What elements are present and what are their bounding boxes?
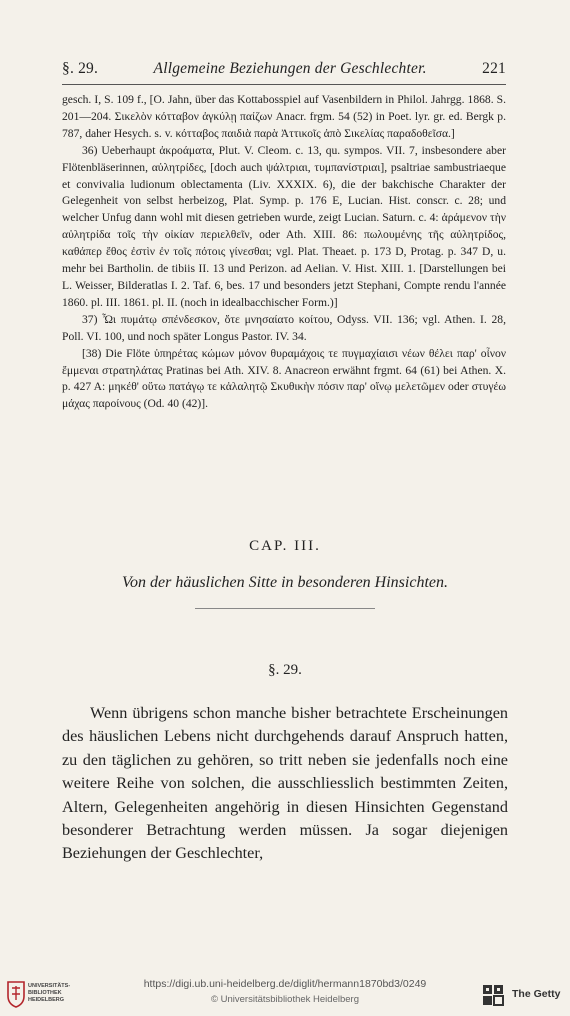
chapter-subtitle: Von der häuslichen Sitte in besonderen Hinsichten. — [121, 574, 448, 591]
header-section: §. 29. — [62, 60, 99, 77]
note-38: [38) Die Flöte ὑπηρέτας κώμων μόνον θυραμάχοις τε πυγμαχίαισι νέων θέλει παρ' οἶνον ἔμμεναι στρατηλάτας Pratinas bei Ath. XIV. 8. Anacreon erwähnt frgmt. 64 (61) bei Athen. X. p. 427 A: μηκέθ' οὕτω πατάγῳ τε κἀλαλητῷ Σκυθικὴν πόσιν παρ' οἴνῳ μελετῶμεν oder στυγέω μάχας παροίνους (Od. 40 (42)]. — [62, 346, 506, 411]
header-title: Allgemeine Beziehungen der Geschlechter. — [153, 60, 427, 77]
body-text — [62, 702, 508, 866]
chapter-heading: CAP. III. — [249, 538, 321, 554]
library-logo-text: UNIVERSITÄTS- BIBLIOTHEK HEIDELBERG — [28, 983, 71, 1003]
chapter-rule — [195, 608, 375, 609]
note-37: 37) Ὦι πυμάτῳ σπένδεσκον, ὅτε μνησαίατο κοίτου, Odyss. VII. 136; vgl. Athen. I. 28, Poll. VI. 100, und noch später Longus Pastor. IV. 34. — [62, 312, 506, 343]
source-url-link[interactable]: https://digi.ub.uni-heidelberg.de/diglit/hermann1870bd3/0249 — [143, 978, 427, 990]
body-paragraph: Wenn übrigens schon manche bisher betrachtete Erscheinungen des häuslichen Lebens nicht durchgehends darauf Anspruch hatten, zu den täglichen zu gehören, so tritt neben sie jedenfalls noch eine weitere Reihe von solchen, die ausschliesslich bestimmten Zeiten, Altern, Gelegenheiten angehörig in diesen Hinsichten Gegenstand besonderer Betrachtung werden müssen. Ja sogar diejenigen Beziehungen der Geschlechter, — [62, 704, 508, 863]
footnotes — [62, 92, 506, 413]
note-continuation: gesch. I, S. 109 f., [O. Jahn, über das Kottabosspiel auf Vasenbildern in Philol. Jahrgg. 1868. S. 201—204. Σικελὸν κότταβον ἀγκύλῃ παίζων Anacr. frgm. 54 (52) in Poet. lyr. gr. ed. Bergk p. 787, daher Hesych. s. v. κότταβος παιδιὰ παρὰ Ἀττικοῖς ἀπὸ Σικελίας παραδοθεῖσα.] — [62, 93, 506, 140]
footer — [0, 962, 570, 1016]
note-36: 36) Ueberhaupt ἀκροάματα, Plut. V. Cleom. c. 13, qu. sympos. VII. 7, insbesondere aber Flötenbläserinnen, αὐλητρίδες, [doch auch ψάλτριαι, τυμπανίστριαι], psaltriae sambustriaeque et convivalia ludionum oblectamenta (Liv. XXXIX. 6), die der bakchische Charakter der Gelegenheit von selbst herbeizog, Plat. Symp. p. 176 E, Lucian. Hist. conscr. c. 28; und welcher Unfug dann wohl mit diesen getrieben wurde, zeigt Lucian. Saturn. c. 4: ἀράμενον τὴν αὐλητρίδα τοῖς τὴν οἰκίαν περιελθεῖν, oder Ath. XIII. 86: πωλουμένης τῆς αὐλητρίδος, καθάπερ ἔθος ἐστὶν ἐν τοῖς πότοις γίνεσθαι; vgl. Plat. Theaet. p. 173 D, Protag. p. 347 D, u. mehr bei Bartholin. de tibiis II. 13 und Perizon. ad Aelian. V. Hist. XIII. 1. [Darstellungen bei L. Weisser, Bilderatlas I. 2. Taf. 6, bes. 17 und besonders jetzt Stephani, Compte rendu l'année 1860. pl. III. 1861. pl. II. (noch in idealbacchischer Form.)] — [62, 143, 506, 309]
getty-label: The Getty — [512, 988, 561, 1000]
copyright-notice: © Universitätsbibliothek Heidelberg — [211, 994, 359, 1005]
header-rule — [62, 84, 506, 85]
getty-logo-icon[interactable] — [482, 984, 504, 1006]
section-heading: §. 29. — [268, 662, 302, 678]
running-header — [62, 60, 506, 78]
page-number: 221 — [482, 60, 506, 77]
